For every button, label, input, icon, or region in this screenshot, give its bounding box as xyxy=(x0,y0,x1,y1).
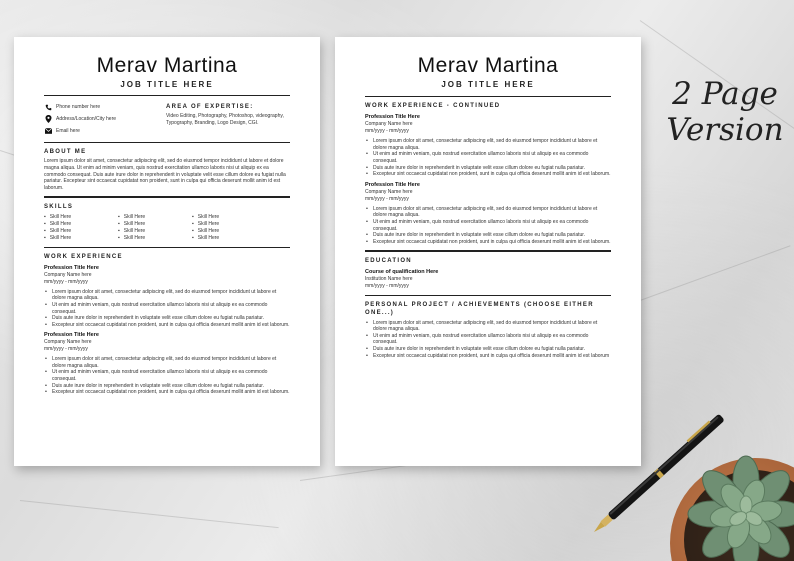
job-bullets xyxy=(44,289,290,329)
divider xyxy=(44,95,290,96)
bullet-item: • Duis aute irure dolor in reprehenderit in voluptate velit esse cillum dolore eu fugiat nulla pariatur. xyxy=(365,165,611,172)
job-company: Company Name here xyxy=(365,188,413,195)
resume-page-1 xyxy=(14,37,320,466)
job-position: Profession Title Here xyxy=(365,181,420,188)
education-title: EDUCATION xyxy=(365,257,412,264)
bullet-item: • Duis aute irure dolor in reprehenderit in voluptate velit esse cillum dolore eu fugiat nulla pariatur. xyxy=(44,315,290,322)
promo-line-2: Version xyxy=(666,112,784,148)
job-position: Profession Title Here xyxy=(365,114,420,121)
education-dates: mm/yyyy - mm/yyyy xyxy=(365,282,409,289)
bullet-item: • Lorem ipsum dolor sit amet, consectetur adipiscing elit, sed do eiusmod tempor incididunt ut labore et dolore magna aliqua. xyxy=(365,320,611,333)
job-dates: mm/yyyy - mm/yyyy xyxy=(365,128,409,135)
contact-phone xyxy=(44,101,166,113)
bullet-item: • Excepteur sint occaecat cupidatat non proident, sunt in culpa qui officia deserunt mollit anim id est laborum. xyxy=(44,389,290,396)
job-bullets xyxy=(44,356,290,396)
work-continued-title: WORK EXPERIENCE - CONTINUED xyxy=(365,103,501,110)
bullet-item: • Ut enim ad minim veniam, quis nostrud exercitation ullamco laboris nisi ut aliquip ex ea commodo consequat. xyxy=(44,302,290,315)
bullet-item: • Excepteur sint occaecat cupidatat non proident, sunt in culpa qui officia deserunt mollit anim id est laborum. xyxy=(44,322,290,329)
projects-title: PERSONAL PROJECT / ACHIEVEMENTS (CHOOSE EITHER ONE...) xyxy=(365,301,594,316)
pen xyxy=(588,412,738,542)
bullet-item: • Duis aute irure dolor in reprehenderit in voluptate velit esse cillum dolore eu fugiat nulla pariatur. xyxy=(365,232,611,239)
bullet-item: • Excepteur sint occaecat cupidatat non proident, sunt in culpa qui officia deserunt mollit anim id est laborum. xyxy=(365,239,611,246)
about-title: ABOUT ME xyxy=(44,149,87,156)
job-position: Profession Title Here xyxy=(44,264,99,271)
bullet-item: • Ut enim ad minim veniam, quis nostrud exercitation ullamco laboris nisi ut aliquip ex ea commodo consequat. xyxy=(365,219,611,232)
skill-item: ▪ Skill Here xyxy=(44,235,118,242)
job-entry xyxy=(365,181,611,246)
skill-item: ▪ Skill Here xyxy=(192,228,266,235)
resume-name: Merav Martina xyxy=(96,54,238,77)
contact-and-expertise xyxy=(44,101,290,137)
skills-column xyxy=(192,214,266,242)
divider xyxy=(365,295,611,296)
divider xyxy=(44,142,290,143)
divider xyxy=(365,96,611,97)
contact-block xyxy=(44,101,166,137)
bullet-item: • Excepteur sint occaecat cupidatat non proident, sunt in culpa qui officia deserunt mollit anim id est laborum. xyxy=(365,171,611,178)
bullet-item: • Lorem ipsum dolor sit amet, consectetur adipiscing elit, sed do eiusmod tempor incididunt ut labore et dolore magna aliqua. xyxy=(44,356,290,369)
job-company: Company Name here xyxy=(44,339,92,346)
skill-item: ▪ Skill Here xyxy=(192,235,266,242)
address-text: Address/Location/City here xyxy=(56,115,117,122)
bullet-item: • Ut enim ad minim veniam, quis nostrud exercitation ullamco laboris nisi ut aliquip ex ea commodo consequat. xyxy=(44,369,290,382)
bullet-item: • Excepteur sint occaecat cupidatat non proident, sunt in culpa qui officia deserunt mollit anim id est laborum xyxy=(365,353,611,360)
divider xyxy=(365,250,611,251)
job-dates: mm/yyyy - mm/yyyy xyxy=(44,346,88,353)
bullet-item: • Lorem ipsum dolor sit amet, consectetur adipiscing elit, sed do eiusmod tempor incididunt ut labore et dolore magna aliqua. xyxy=(44,289,290,302)
skill-item: ▪ Skill Here xyxy=(44,214,118,221)
skill-item: ▪ Skill Here xyxy=(118,214,192,221)
promo-text xyxy=(660,76,790,148)
skills-column xyxy=(44,214,118,242)
bullet-item: • Ut enim ad minim veniam, quis nostrud exercitation ullamco laboris nisi ut aliquip ex ea commodo consequat. xyxy=(365,151,611,164)
divider xyxy=(44,196,290,197)
skill-item: ▪ Skill Here xyxy=(118,235,192,242)
marble-vein xyxy=(640,245,791,301)
email-text: Email here xyxy=(56,127,80,134)
job-dates: mm/yyyy - mm/yyyy xyxy=(365,195,409,202)
job-bullets xyxy=(365,206,611,246)
job-company: Company Name here xyxy=(365,121,413,128)
resume-job-title: JOB TITLE HERE xyxy=(441,80,535,89)
education-course: Course of qualification Here xyxy=(365,268,439,275)
job-position: Profession Title Here xyxy=(44,332,99,339)
skills-column xyxy=(118,214,192,242)
skill-item: ▪ Skill Here xyxy=(44,221,118,228)
job-company: Company Name here xyxy=(44,271,92,278)
expertise-title: AREA OF EXPERTISE: xyxy=(166,104,254,111)
bullet-item: • Duis aute irure dolor in reprehenderit in voluptate velit esse cillum dolore eu fugiat nulla pariatur. xyxy=(44,383,290,390)
resume-job-title: JOB TITLE HERE xyxy=(120,80,214,89)
work-title: WORK EXPERIENCE xyxy=(44,253,123,260)
resume-page-2 xyxy=(335,37,641,466)
marble-vein xyxy=(20,500,279,528)
job-entry xyxy=(44,331,290,396)
skill-item: ▪ Skill Here xyxy=(44,228,118,235)
skill-item: ▪ Skill Here xyxy=(192,214,266,221)
promo-line-1: 2 Page xyxy=(672,76,778,112)
resume-name: Merav Martina xyxy=(417,54,559,77)
expertise-text: Video Editing, Photography, Photoshop, videography, Typography, Branding, Logo Design, CGI. xyxy=(166,113,284,126)
bullet-item: • Duis aute irure dolor in reprehenderit in voluptate velit esse cillum dolore eu fugiat nulla pariatur. xyxy=(365,346,611,353)
job-entry xyxy=(365,113,611,178)
skill-item: ▪ Skill Here xyxy=(118,228,192,235)
job-bullets xyxy=(365,138,611,178)
mail-icon xyxy=(44,127,52,135)
divider xyxy=(44,247,290,248)
skills-title: SKILLS xyxy=(44,203,74,210)
location-pin-icon xyxy=(44,115,52,123)
projects-bullets xyxy=(365,320,611,360)
phone-text: Phone number here xyxy=(56,103,101,110)
bullet-item: • Ut enim ad minim veniam, quis nostrud exercitation ullamco laboris nisi ut aliquip ex ea commodo consequat. xyxy=(365,333,611,346)
job-entry xyxy=(44,264,290,329)
skills-grid xyxy=(44,214,290,242)
bullet-item: • Lorem ipsum dolor sit amet, consectetur adipiscing elit, sed do eiusmod tempor incididunt ut labore et dolore magna aliqua. xyxy=(365,206,611,219)
contact-address xyxy=(44,113,166,125)
skill-item: ▪ Skill Here xyxy=(118,221,192,228)
bullet-item: • Lorem ipsum dolor sit amet, consectetur adipiscing elit, sed do eiusmod tempor incididunt ut labore et dolore magna aliqua. xyxy=(365,138,611,151)
contact-email xyxy=(44,125,166,137)
education-institution: Institution Name here xyxy=(365,275,413,282)
job-dates: mm/yyyy - mm/yyyy xyxy=(44,278,88,285)
about-text: Lorem ipsum dolor sit amet, consectetur adipiscing elit, sed do eiusmod tempor incididunt ut labore et dolore magna aliqua. Ut enim ad minim veniam, quis nostrud exercitation ullamco laboris nisi ut aliquip ex ea commodo consequat. Duis aute irure dolor in reprehenderit in voluptate velit esse cillum dolore eu fugiat nulla pariatur. Excepteur sint occaecat cupidatat non proident, sunt in culpa qui officia deserunt mollit anim id est laborum. xyxy=(44,158,286,191)
skill-item: ▪ Skill Here xyxy=(192,221,266,228)
phone-icon xyxy=(44,103,52,111)
expertise-block xyxy=(166,101,290,137)
